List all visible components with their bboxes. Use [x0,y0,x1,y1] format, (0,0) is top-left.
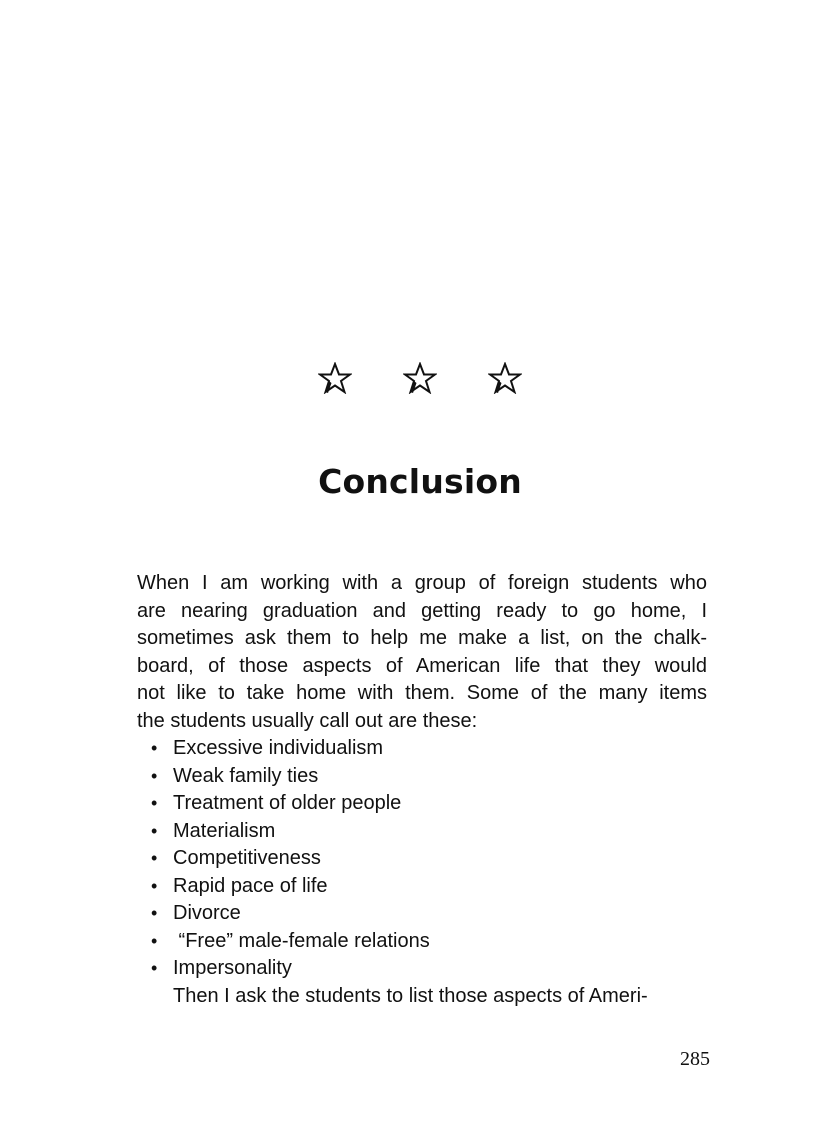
page-number: 285 [680,1048,710,1070]
list-item [137,845,707,873]
list-item [137,735,707,763]
list-item [137,763,707,791]
ornament-stars [318,362,522,394]
bullet-list [137,735,707,983]
bullet-icon: • [151,958,158,978]
list-item-text: Treatment of older people [173,792,402,814]
bullet-icon: • [151,765,158,786]
paragraph-line: not like to take home with them. Some of the many items [137,682,707,704]
intro-paragraph [137,570,707,735]
bullet-icon: • [151,738,158,758]
paragraph-line: the students usually call out are these: [137,709,478,732]
list-item-text: Impersonality [173,957,292,979]
star-icon [403,362,437,394]
list-item-text: Rapid pace of life [173,874,328,897]
bullet-icon: • [151,875,158,896]
star-icon [488,362,522,394]
bullet-icon: • [151,930,158,951]
list-item-text: “Free” male-female relations [173,929,430,952]
chapter-title: Conclusion [318,462,522,501]
list-item [137,818,707,846]
list-item-text: Weak family ties [173,764,319,787]
list-item [137,790,707,818]
paragraph-line: board, of those aspects of American life that they would [137,654,707,677]
continuation-line: Then I ask the students to list those aspects of Ameri- [173,984,648,1007]
list-item [137,900,707,928]
list-item-text: Materialism [173,819,276,842]
list-item [137,873,707,901]
bullet-icon: • [151,903,158,923]
paragraph-line: When I am working with a group of foreign students who [137,572,707,594]
paragraph-line: sometimes ask them to help me make a list, on the chalk- [137,627,707,649]
paragraph-line: are nearing graduation and getting ready to go home, I [137,599,707,622]
list-item-text: Competitiveness [173,847,321,869]
bullet-icon: • [151,820,158,841]
star-icon [318,362,352,394]
bullet-icon: • [151,793,158,813]
list-item [137,955,707,983]
body-text [137,570,707,1010]
list-item [137,928,707,956]
bullet-icon: • [151,848,158,868]
list-item-text: Excessive individualism [173,737,384,759]
list-item-text: Divorce [173,902,241,924]
